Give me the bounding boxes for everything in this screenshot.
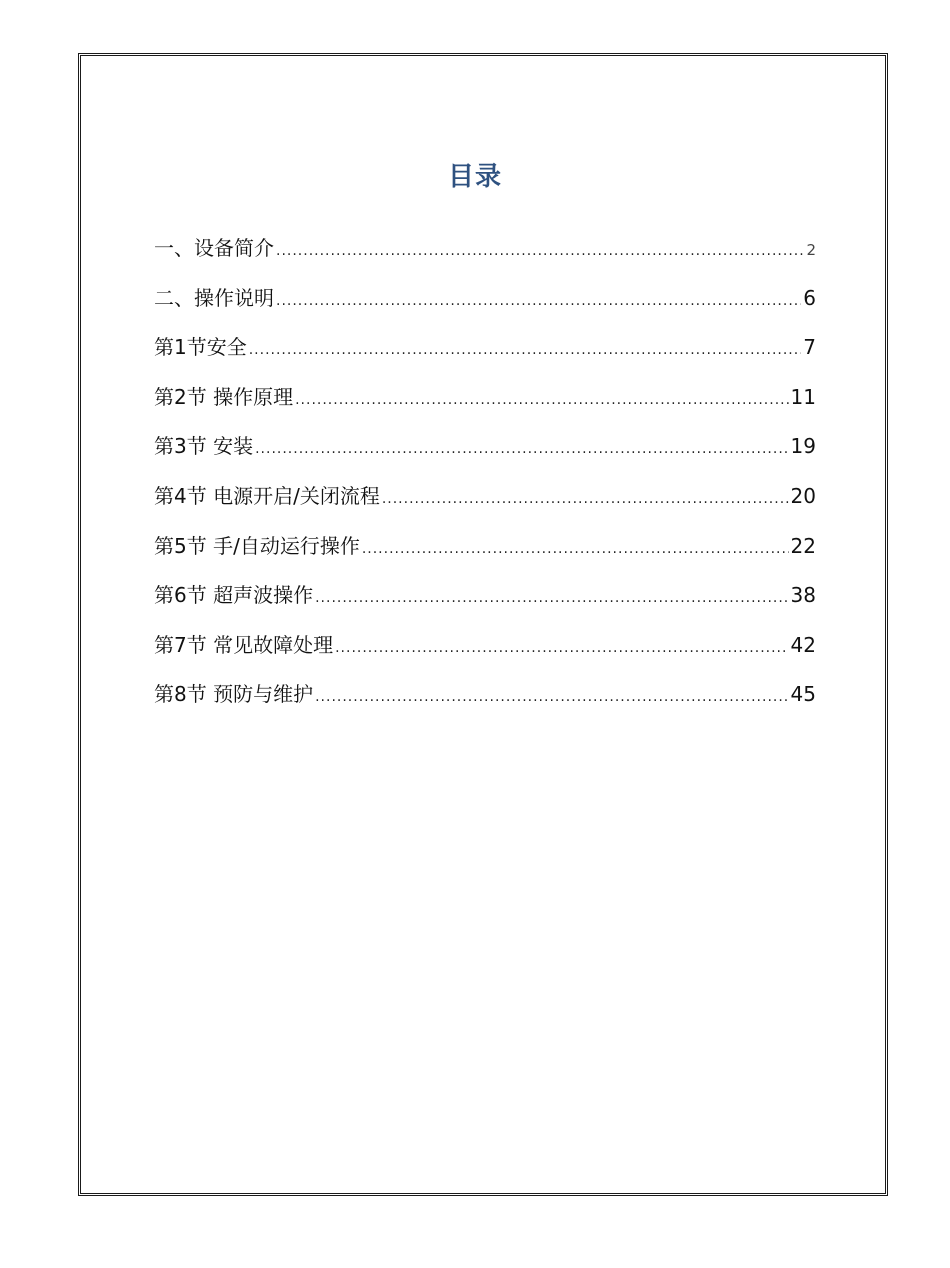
toc-entry[interactable] xyxy=(154,329,816,379)
toc-entry-label: 第5节 手/自动运行操作 xyxy=(154,533,360,558)
toc-entry-label: 一、设备简介 xyxy=(154,236,274,260)
toc-entry-label: 第7节 常见故障处理 xyxy=(154,632,334,657)
toc-entry[interactable] xyxy=(154,379,816,429)
toc-dot-leader xyxy=(335,630,788,666)
toc-entry-page: 38 xyxy=(790,583,816,608)
table-of-contents xyxy=(154,230,816,726)
toc-entry-label: 第6节 超声波操作 xyxy=(154,583,314,608)
toc-entry-label: 第3节 安装 xyxy=(154,434,254,459)
toc-dot-leader xyxy=(255,431,788,467)
toc-entry-page: 42 xyxy=(790,632,816,657)
toc-dot-leader xyxy=(315,679,788,715)
toc-entry[interactable] xyxy=(154,478,816,528)
toc-dot-leader xyxy=(249,332,802,368)
toc-entry-page: 11 xyxy=(790,384,816,409)
toc-entry-label: 第4节 电源开启/关闭流程 xyxy=(154,483,380,508)
toc-entry-label: 第1节安全 xyxy=(154,335,247,360)
toc-entry-page: 6 xyxy=(803,285,816,310)
toc-dot-leader xyxy=(382,481,789,517)
toc-title: 目录 xyxy=(447,162,502,192)
toc-entry[interactable] xyxy=(154,428,816,478)
toc-dot-leader xyxy=(315,580,788,616)
toc-entry[interactable] xyxy=(154,230,816,280)
toc-entry-label: 第2节 操作原理 xyxy=(154,384,294,409)
toc-entry-page: 19 xyxy=(790,434,816,459)
toc-entry[interactable] xyxy=(154,280,816,330)
toc-entry-page: 20 xyxy=(790,483,816,508)
toc-entry-label: 第8节 预防与维护 xyxy=(154,682,314,707)
toc-dot-leader xyxy=(276,283,801,319)
toc-entry-page: 22 xyxy=(790,533,816,558)
toc-dot-leader xyxy=(295,382,788,418)
toc-entry[interactable] xyxy=(154,627,816,677)
toc-entry[interactable] xyxy=(154,676,816,726)
toc-entry-page: 45 xyxy=(790,682,816,707)
toc-dot-leader xyxy=(362,531,789,567)
toc-dot-leader xyxy=(276,233,804,269)
toc-entry[interactable] xyxy=(154,528,816,578)
toc-entry-page: 7 xyxy=(803,335,816,360)
toc-entry[interactable] xyxy=(154,577,816,627)
toc-entry-label: 二、操作说明 xyxy=(154,285,274,310)
toc-entry-page: 2 xyxy=(806,241,816,259)
